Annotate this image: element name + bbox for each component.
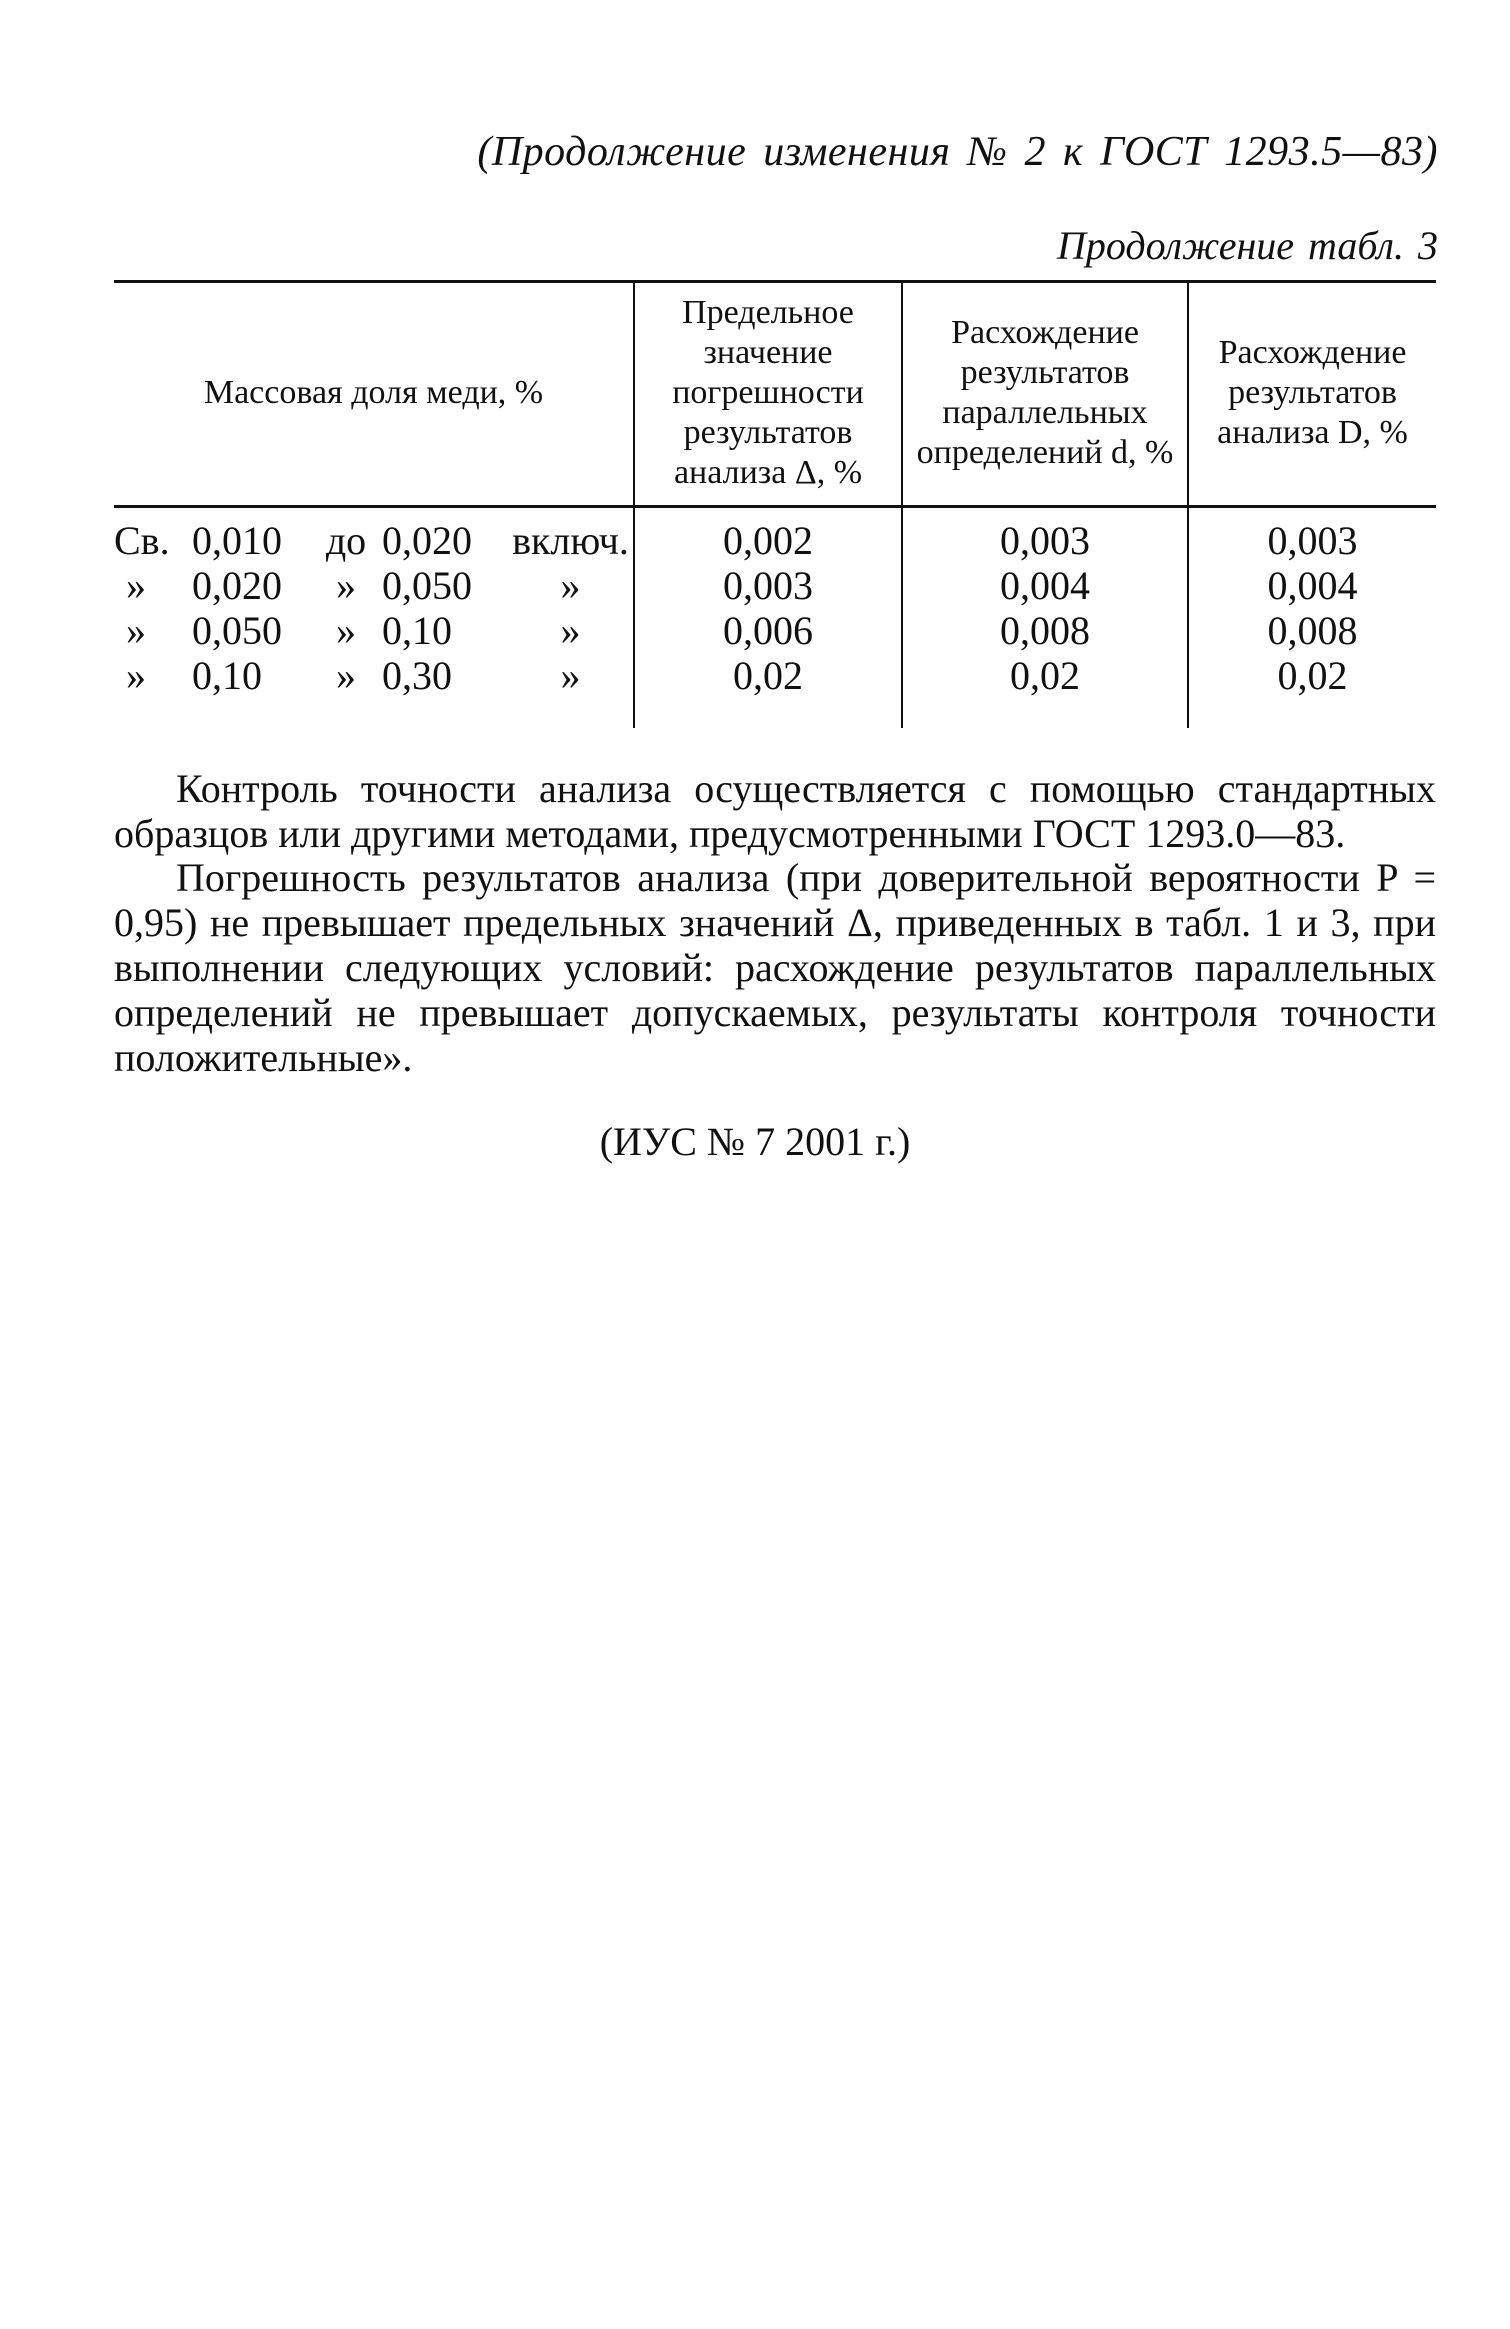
range-prefix: » (126, 653, 146, 698)
column-header-error-limit: Предельное значение погрешности результатов анализа Δ, % (634, 282, 902, 507)
parallel-divergence-cell: 0,008 (902, 608, 1188, 653)
copper-range-cell (114, 653, 634, 728)
analysis-divergence-cell: 0,004 (1188, 563, 1436, 608)
parallel-divergence-cell: 0,004 (902, 563, 1188, 608)
parallel-divergence-cell: 0,003 (902, 507, 1188, 564)
column-header-copper-fraction: Массовая доля меди, % (114, 282, 634, 507)
range-to: 0,020 (382, 518, 472, 563)
error-limit-cell: 0,002 (634, 507, 902, 564)
publication-citation: (ИУС № 7 2001 г.) (599, 1119, 911, 1164)
table-row (114, 563, 1436, 608)
running-header: (Продолжение изменения № 2 к ГОСТ 1293.5—83) (477, 129, 1438, 175)
range-suffix: включ. (512, 518, 629, 563)
analysis-divergence-cell: 0,008 (1188, 608, 1436, 653)
column-header-parallel-divergence: Расхождение результатов параллельных определений d, % (902, 282, 1188, 507)
range-connector: » (336, 653, 356, 698)
copper-range-cell (114, 563, 634, 608)
range-from: 0,10 (192, 653, 262, 698)
paragraph-error-conditions: Погрешность результатов анализа (при доверительной вероятности P = 0,95) не превышает предельных значений Δ, приведенных в табл. 1 и 3, при выполнении следующих условий: расхождение результатов параллельных определений не превышает допускаемых, результаты контроля точности положительные». (114, 855, 1436, 1080)
accuracy-table (114, 280, 1436, 728)
range-suffix: » (560, 653, 581, 698)
table-caption: Продолжение табл. 3 (1056, 223, 1438, 268)
range-prefix: Св. (114, 518, 170, 563)
range-from: 0,010 (192, 518, 282, 563)
range-prefix: » (126, 563, 146, 608)
range-suffix: » (560, 563, 581, 608)
range-connector: » (336, 608, 356, 653)
table-header-row (114, 282, 1436, 507)
column-header-analysis-divergence: Расхождение результатов анализа D, % (1188, 282, 1436, 507)
paragraph-accuracy-control: Контроль точности анализа осуществляется с помощью стандартных образцов или другими методами, предусмотренными ГОСТ 1293.0—83. (114, 766, 1436, 856)
range-from: 0,020 (192, 563, 282, 608)
range-suffix: » (560, 608, 581, 653)
range-to: 0,30 (382, 653, 452, 698)
parallel-divergence-cell: 0,02 (902, 653, 1188, 728)
error-limit-cell: 0,003 (634, 563, 902, 608)
range-connector: » (336, 563, 356, 608)
range-to: 0,050 (382, 563, 472, 608)
range-from: 0,050 (192, 608, 282, 653)
copper-range-cell (114, 608, 634, 653)
error-limit-cell: 0,006 (634, 608, 902, 653)
range-prefix: » (126, 608, 146, 653)
copper-range-cell (114, 507, 634, 564)
table-row (114, 608, 1436, 653)
table-row (114, 653, 1436, 728)
analysis-divergence-cell: 0,02 (1188, 653, 1436, 728)
range-connector: до (325, 518, 367, 563)
range-to: 0,10 (382, 608, 452, 653)
error-limit-cell: 0,02 (634, 653, 902, 728)
table-row (114, 507, 1436, 564)
analysis-divergence-cell: 0,003 (1188, 507, 1436, 564)
